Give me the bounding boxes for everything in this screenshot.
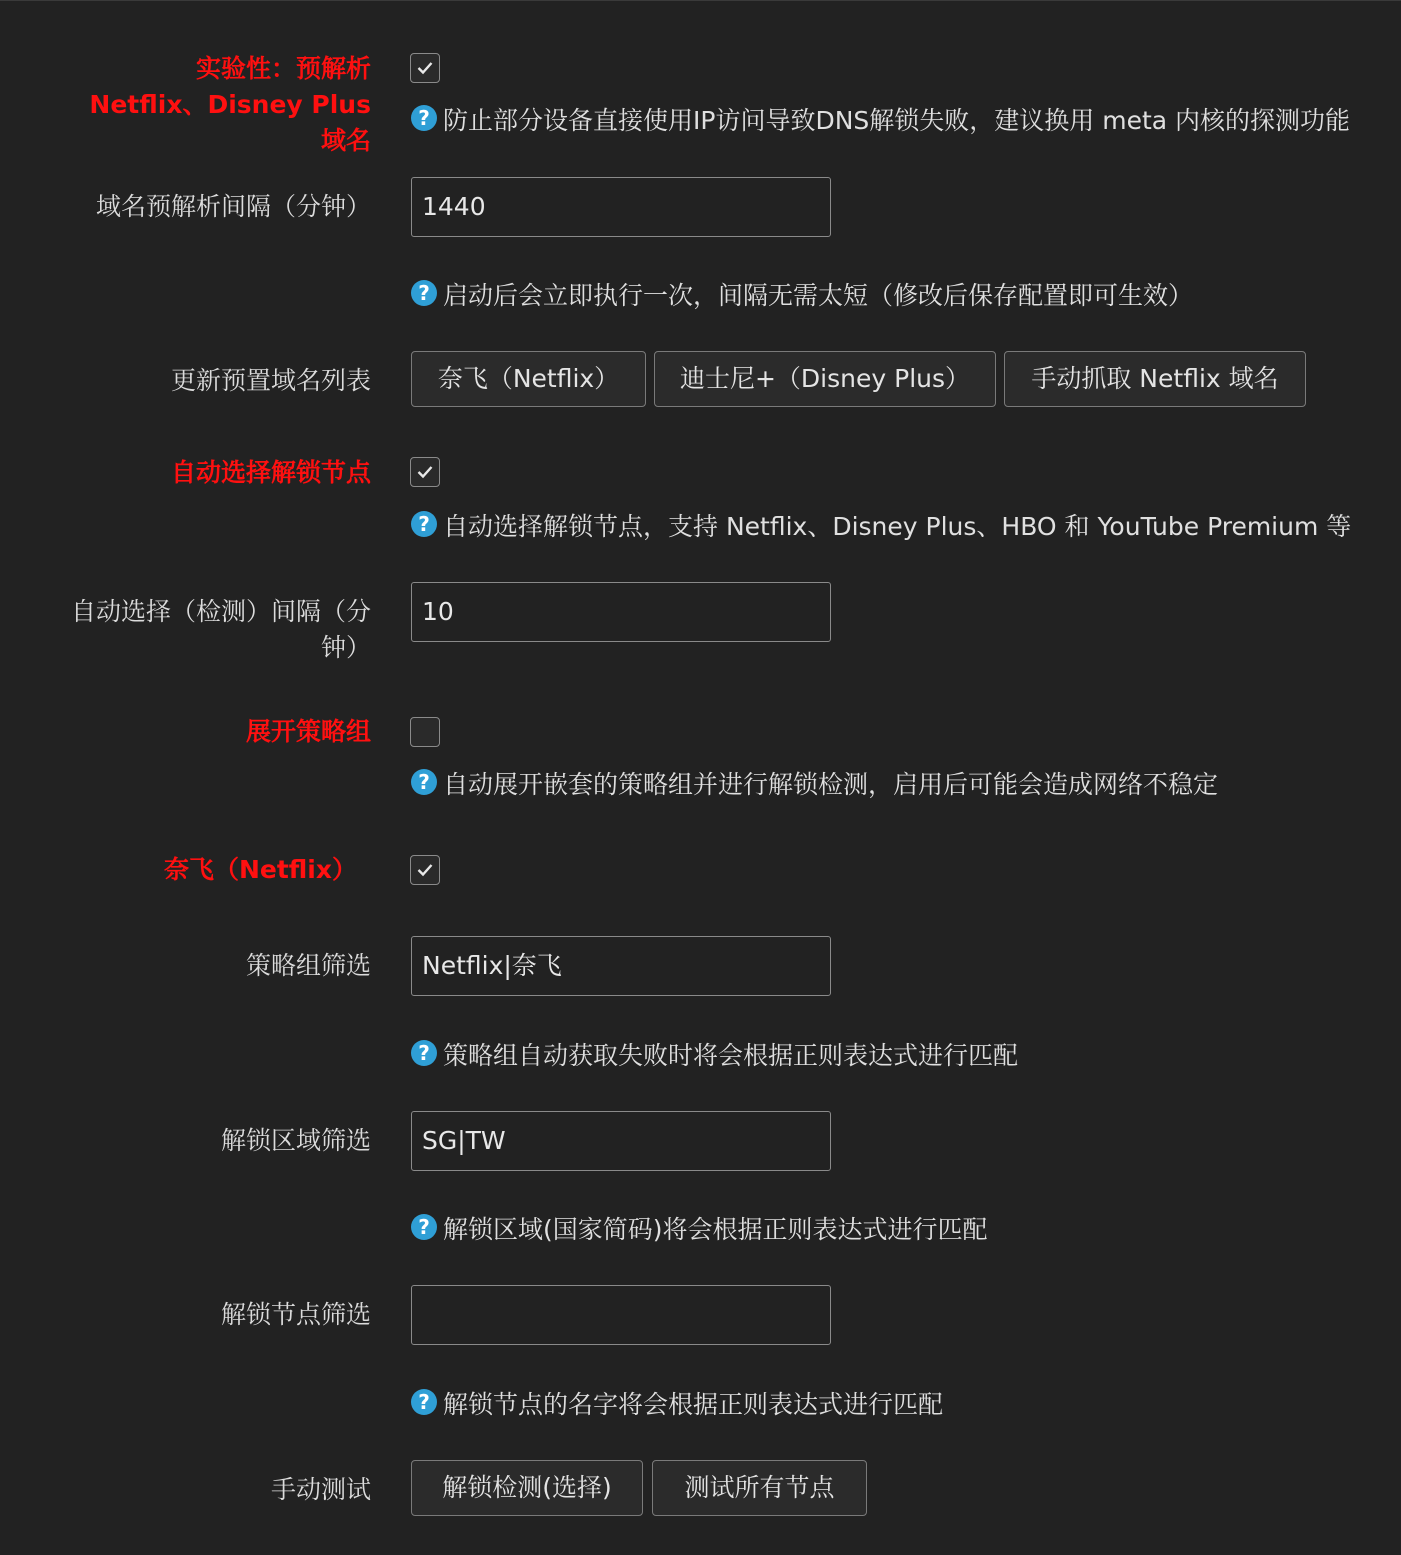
question-circle-icon: ? [411, 1389, 437, 1415]
update-disney-plus-button[interactable]: 迪士尼+（Disney Plus） [654, 351, 996, 407]
checkmark-icon [417, 863, 433, 877]
region-filter-help: ? 解锁区域(国家简码)将会根据正则表达式进行匹配 [411, 1212, 988, 1248]
netflix-preresolve-label: 实验性：预解析 Netflix、Disney Plus 域名 [89, 54, 371, 155]
group-filter-label: 策略组筛选 [245, 951, 371, 980]
question-circle-icon: ? [411, 1214, 437, 1240]
question-circle-icon: ? [411, 1040, 437, 1066]
auto-select-unlock-checkbox[interactable] [410, 457, 440, 487]
auto-select-interval-label: 自动选择（检测）间隔（分钟） [70, 597, 371, 662]
preresolve-interval-help: ? 启动后会立即执行一次，间隔无需太短（修改后保存配置即可生效） [411, 278, 1193, 314]
auto-select-interval-input[interactable]: 10 [411, 582, 831, 642]
update-netflix-button[interactable]: 奈飞（Netflix） [411, 351, 646, 407]
node-filter-label: 解锁节点筛选 [220, 1300, 371, 1329]
preresolve-interval-label: 域名预解析间隔（分钟） [95, 192, 371, 221]
checkmark-icon [417, 61, 433, 75]
netflix-preresolve-help: ? 防止部分设备直接使用IP访问导致DNS解锁失败，建议换用 meta 内核的探测功能 [411, 103, 1350, 139]
question-circle-icon: ? [411, 280, 437, 306]
region-filter-input[interactable]: SG|TW [411, 1111, 831, 1171]
region-filter-label: 解锁区域筛选 [220, 1126, 371, 1155]
unlock-test-selected-button[interactable]: 解锁检测(选择) [411, 1460, 643, 1516]
netflix-preresolve-checkbox[interactable] [410, 53, 440, 83]
netflix-label: 奈飞（Netflix） [163, 855, 357, 884]
fetch-netflix-domains-button[interactable]: 手动抓取 Netflix 域名 [1004, 351, 1306, 407]
group-filter-input[interactable]: Netflix|奈飞 [411, 936, 831, 996]
preresolve-interval-input[interactable]: 1440 [411, 177, 831, 237]
update-domain-list-label: 更新预置域名列表 [170, 366, 371, 395]
node-filter-input[interactable] [411, 1285, 831, 1345]
netflix-checkbox[interactable] [410, 855, 440, 885]
auto-select-unlock-help: ? 自动选择解锁节点，支持 Netflix、Disney Plus、HBO 和 YouTube Premium 等 [411, 509, 1351, 545]
auto-select-unlock-label: 自动选择解锁节点 [170, 458, 371, 487]
expand-groups-help: ? 自动展开嵌套的策略组并进行解锁检测，启用后可能会造成网络不稳定 [411, 767, 1218, 803]
group-filter-help: ? 策略组自动获取失败时将会根据正则表达式进行匹配 [411, 1038, 1018, 1074]
checkmark-icon [417, 465, 433, 479]
question-circle-icon: ? [411, 769, 437, 795]
question-circle-icon: ? [411, 511, 437, 537]
test-all-nodes-button[interactable]: 测试所有节点 [652, 1460, 867, 1516]
manual-test-label: 手动测试 [270, 1475, 371, 1504]
question-circle-icon: ? [411, 105, 437, 131]
expand-groups-checkbox[interactable] [410, 717, 440, 747]
expand-groups-label: 展开策略组 [245, 717, 371, 746]
node-filter-help: ? 解锁节点的名字将会根据正则表达式进行匹配 [411, 1387, 943, 1423]
